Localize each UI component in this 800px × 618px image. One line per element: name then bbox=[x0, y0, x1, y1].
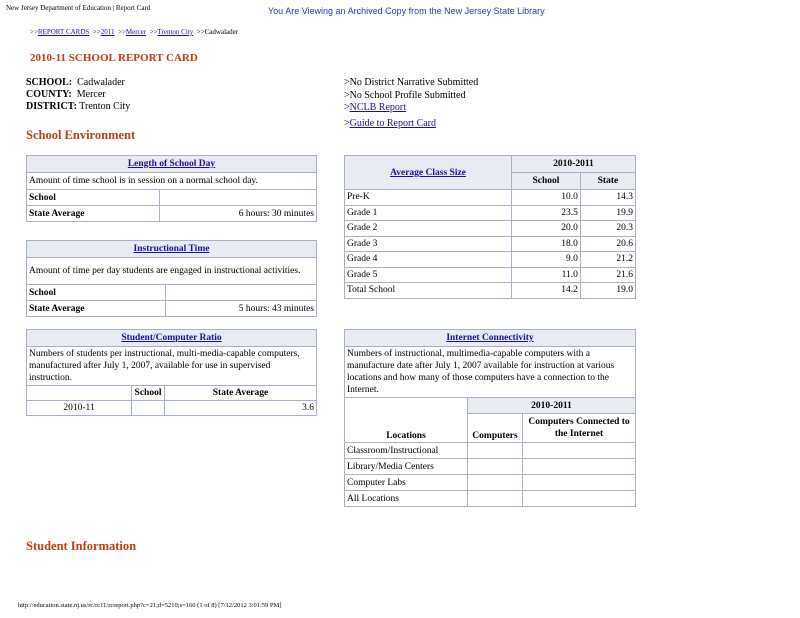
breadcrumb-trenton-city[interactable]: Trenton City bbox=[157, 28, 194, 36]
county-name: Mercer bbox=[76, 89, 106, 100]
breadcrumb-current: Cadwalader bbox=[204, 28, 239, 36]
table-row: Grade 3 18.0 20.6 bbox=[345, 236, 636, 252]
guide-link[interactable]: Guide to Report Card bbox=[349, 117, 437, 129]
table-row: Grade 5 11.0 21.6 bbox=[345, 267, 636, 283]
instructional-time-state-label: State Average bbox=[27, 301, 166, 317]
instructional-time-school-label: School bbox=[27, 285, 166, 301]
section-student-information: Student Information bbox=[26, 539, 137, 553]
computer-ratio-description: Numbers of students per instructional, multi-media-capable computers, manufactured after July 1, 2007, available for use in supervised instruction. bbox=[27, 347, 317, 386]
table-row: Grade 1 23.5 19.9 bbox=[345, 205, 636, 221]
table-row: Grade 4 9.0 21.2 bbox=[345, 252, 636, 268]
computer-ratio-table bbox=[26, 329, 317, 416]
page-footer-url: http://education.state.nj.us/rc/rc11/rcreport.php?c=21;d=5210;s=160 (1 of 8) [7/12/2012 3:01:59 PM] bbox=[18, 602, 282, 609]
table-row: Classroom/Instructional bbox=[345, 443, 636, 459]
computer-ratio-heading[interactable]: Student/Computer Ratio bbox=[121, 333, 222, 343]
computer-ratio-col-state: State Average bbox=[165, 386, 317, 401]
internet-col-locations: Locations bbox=[345, 398, 468, 443]
internet-heading[interactable]: Internet Connectivity bbox=[446, 333, 534, 343]
archive-notice: You Are Viewing an Archived Copy from the New Jersey State Library bbox=[268, 6, 545, 16]
school-day-description: Amount of time school is in session on a normal school day. bbox=[27, 173, 317, 190]
table-row: Library/Media Centers bbox=[345, 459, 636, 475]
school-day-school-value bbox=[160, 190, 317, 206]
side-links: >No District Narrative Submitted >No School Profile Submitted >NCLB Report >Guide to Report Card bbox=[344, 77, 479, 129]
school-day-table bbox=[26, 155, 317, 222]
table-row: Grade 2 20.0 20.3 bbox=[345, 221, 636, 237]
computer-ratio-school-value bbox=[132, 401, 165, 416]
breadcrumb-report-cards[interactable]: REPORT CARDS bbox=[37, 28, 90, 36]
page-header-left: New Jersey Department of Education | Report Card bbox=[6, 4, 151, 12]
section-school-environment: School Environment bbox=[26, 128, 136, 142]
narrative-note: >No District Narrative Submitted bbox=[344, 77, 479, 88]
class-size-col-school: School bbox=[512, 173, 581, 190]
page-title: 2010-11 SCHOOL REPORT CARD bbox=[30, 52, 198, 64]
instructional-time-table bbox=[26, 240, 317, 317]
instructional-time-description: Amount of time per day students are engaged in instructional activities. bbox=[27, 258, 317, 285]
class-size-col-state: State bbox=[580, 173, 635, 190]
breadcrumb-mercer[interactable]: Mercer bbox=[125, 28, 147, 36]
table-row: All Locations bbox=[345, 491, 636, 507]
internet-description: Numbers of instructional, multimedia-capable computers with a manufacture date after July 1, 2007 available for instruction at various locations and how many of those computers have a connection to the Internet. bbox=[345, 347, 636, 398]
school-info bbox=[26, 77, 130, 113]
district-label: DISTRICT: bbox=[26, 101, 77, 112]
nclb-report-link[interactable]: NCLB Report bbox=[349, 102, 407, 113]
class-size-year: 2010-2011 bbox=[512, 156, 636, 173]
computer-ratio-state-value: 3.6 bbox=[165, 401, 317, 416]
internet-table bbox=[344, 329, 636, 507]
profile-note: >No School Profile Submitted bbox=[344, 89, 466, 101]
table-row: Computer Labs bbox=[345, 475, 636, 491]
class-size-heading[interactable]: Average Class Size bbox=[390, 167, 466, 178]
breadcrumb: >>REPORT CARDS >>2011 >>Mercer >>Trenton City >>Cadwalader bbox=[30, 28, 239, 36]
instructional-time-heading[interactable]: Instructional Time bbox=[133, 244, 210, 254]
class-size-table bbox=[344, 155, 636, 299]
computer-ratio-col-school: School bbox=[132, 386, 165, 401]
breadcrumb-2011[interactable]: 2011 bbox=[100, 28, 115, 36]
instructional-time-school-value bbox=[166, 285, 317, 301]
school-day-state-label: State Average bbox=[27, 206, 160, 222]
district-name: Trenton City bbox=[79, 101, 131, 112]
computer-ratio-year: 2010-11 bbox=[27, 401, 132, 416]
internet-year: 2010-2011 bbox=[468, 398, 636, 414]
school-name: Cadwalader bbox=[77, 77, 125, 88]
internet-col-computers: Computers bbox=[468, 414, 523, 443]
school-day-state-value: 6 hours: 30 minutes bbox=[160, 206, 317, 222]
internet-col-connected: Computers Connected to the Internet bbox=[523, 414, 636, 443]
table-row: Pre-K 10.0 14.3 bbox=[345, 190, 636, 206]
instructional-time-state-value: 5 hours: 43 minutes bbox=[166, 301, 317, 317]
table-row: Total School 14.2 19.0 bbox=[345, 283, 636, 299]
school-day-heading[interactable]: Length of School Day bbox=[127, 159, 216, 169]
county-label: COUNTY: bbox=[26, 89, 72, 100]
school-day-school-label: School bbox=[27, 190, 160, 206]
school-label: SCHOOL: bbox=[26, 77, 73, 88]
